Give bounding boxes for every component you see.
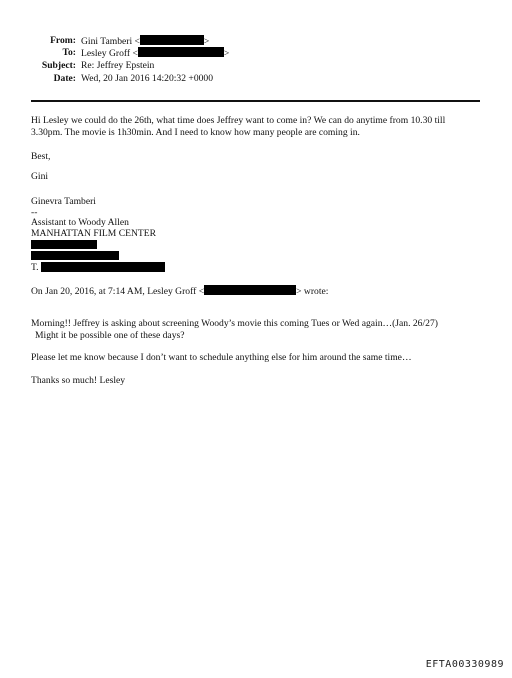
to-name: Lesley Groff < [81, 48, 138, 59]
quoted-line-2: Might it be possible one of these days? [35, 330, 185, 341]
from-label: From: [50, 35, 76, 46]
header-divider [31, 100, 480, 102]
to-row [0, 47, 512, 59]
subject-value: Re: Jeffrey Epstein [81, 60, 155, 71]
to-value [81, 47, 229, 60]
signature-short: Gini [31, 171, 49, 182]
quoted-intro-prefix: On Jan 20, 2016, at 7:14 AM, Lesley Groff < [31, 286, 205, 297]
phone-row [31, 262, 39, 274]
signature-dashes: -- [31, 207, 38, 218]
body-line-1: Hi Lesley we could do the 26th, what time does Jeffrey want to come in? We can do anytime from 10.30 till [31, 115, 446, 126]
redacted-block [31, 251, 119, 260]
signature-company: MANHATTAN FILM CENTER [31, 228, 157, 239]
signature-full-name: Ginevra Tamberi [31, 196, 96, 207]
subject-label: Subject: [41, 60, 76, 71]
body-line-2: 3.30pm. The movie is 1h30min. And I need to know how many people are coming in. [31, 127, 360, 138]
document-id: EFTA00330989 [425, 659, 504, 670]
quoted-intro [31, 285, 328, 298]
sign-off: Best, [31, 151, 51, 162]
redacted-email [140, 35, 204, 45]
quoted-line-4: Thanks so much! Lesley [31, 375, 126, 386]
quoted-line-1: Morning!! Jeffrey is asking about screening Woody’s movie this coming Tues or Wed again…(Jan. 26/27) [31, 318, 438, 329]
quoted-intro-suffix: > wrote: [296, 286, 329, 297]
phone-label: T. [31, 262, 39, 273]
redacted-email [138, 47, 224, 57]
subject-row [0, 60, 512, 72]
redacted-email [204, 285, 296, 295]
to-close: > [223, 48, 230, 59]
date-row [0, 73, 512, 85]
from-name: Gini Tamberi < [81, 36, 140, 47]
redacted-block [31, 240, 97, 249]
from-row [0, 35, 512, 47]
redacted-phone [41, 262, 165, 272]
quoted-line-3: Please let me know because I don’t want to schedule anything else for him around the same time… [31, 352, 412, 363]
to-label: To: [62, 47, 76, 58]
signature-title: Assistant to Woody Allen [31, 217, 129, 228]
from-close: > [203, 36, 210, 47]
date-value: Wed, 20 Jan 2016 14:20:32 +0000 [81, 73, 214, 84]
date-label: Date: [53, 73, 76, 84]
